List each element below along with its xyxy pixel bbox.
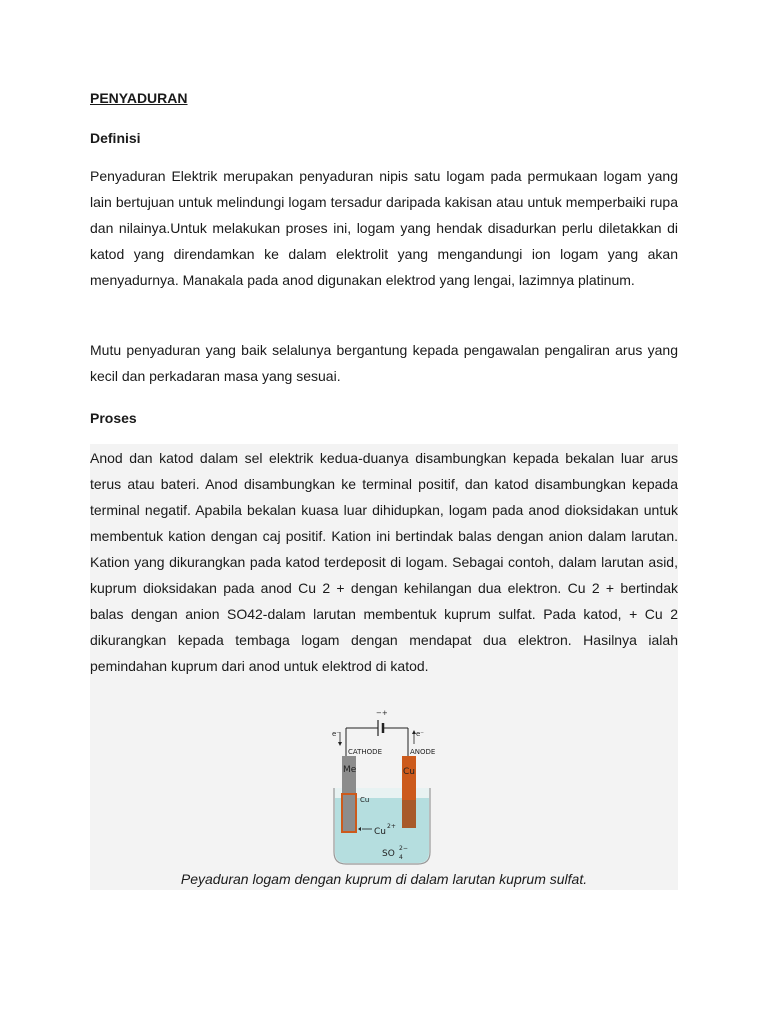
battery-signs: −+ (376, 709, 388, 717)
section-heading-definisi: Definisi (90, 130, 141, 146)
anion-subscript: 4 (399, 854, 403, 861)
cation-label: Cu (374, 827, 386, 837)
anode-metal-label: Cu (403, 767, 415, 777)
anion-charge: 2− (399, 845, 408, 852)
cathode-metal-label: Me (343, 765, 357, 775)
paragraph-proses-1: Anod dan katod dalam sel elektrik kedua-duanya disambungkan kepada bekalan luar arus terus atau bateri. Anod disambungkan ke terminal positif, dan katod disambungkan kepada terminal negatif. Apabila bekalan kuasa luar dihidupkan, logam pada anod dioksidakan untuk membentuk kation dengan caj positif. Kation ini bertindak balas dengan anion dalam larutan. Kation yang dikurangkan pada katod terdeposit di logam. Sebagai contoh, dalam larutan asid, kuprum dioksidakan pada anod Cu 2 + dengan kehilangan dua elektron. Cu 2 + bertindak balas dengan anion SO42-dalam larutan membentuk kuprum sulfat. Pada katod, + Cu 2 dikurangkan kepada tembaga logam dengan mendapat dua elektron. Hasilnya ialah pemindahan kuprum dari anod untuk elektrod di katod. (90, 450, 678, 674)
anode-label: ANODE (410, 748, 436, 756)
cathode-label: CATHODE (348, 748, 382, 756)
electron-label-right: e⁻ (416, 730, 425, 738)
page-title: PENYADURAN (90, 90, 188, 106)
electron-label-left: e⁻ (332, 730, 341, 738)
paragraph-definisi-2: Mutu penyaduran yang baik selalunya bergantung kepada pengawalan pengaliran arus yang kecil dan perkadaran masa yang sesuai. (90, 342, 678, 384)
anode-electrode (402, 756, 416, 800)
electroplating-diagram (332, 706, 452, 866)
paragraph-definisi-1: Penyaduran Elektrik merupakan penyaduran nipis satu logam pada permukaan logam yang lain bertujuan untuk melindungi logam tersadur daripada kakisan atau untuk memperbaiki rupa dan nilainya.Untuk melakukan proses ini, logam yang hendak disadurkan perlu diletakkan di katod yang direndamkan ke dalam elektrolit yang mengandungi ion logam yang akan menyadurnya. Manakala pada anod digunakan elektrod yang lengai, lazimnya platinum. (90, 168, 678, 288)
figure-caption: Peyaduran logam dengan kuprum di dalam larutan kuprum sulfat. (180, 871, 588, 887)
deposit-label: Cu (360, 796, 370, 804)
anion-label: SO (382, 849, 395, 859)
electron-arrow-left-head (338, 742, 342, 746)
section-heading-proses: Proses (90, 410, 137, 426)
cation-charge: 2+ (387, 823, 396, 830)
anode-submerged (402, 800, 416, 828)
